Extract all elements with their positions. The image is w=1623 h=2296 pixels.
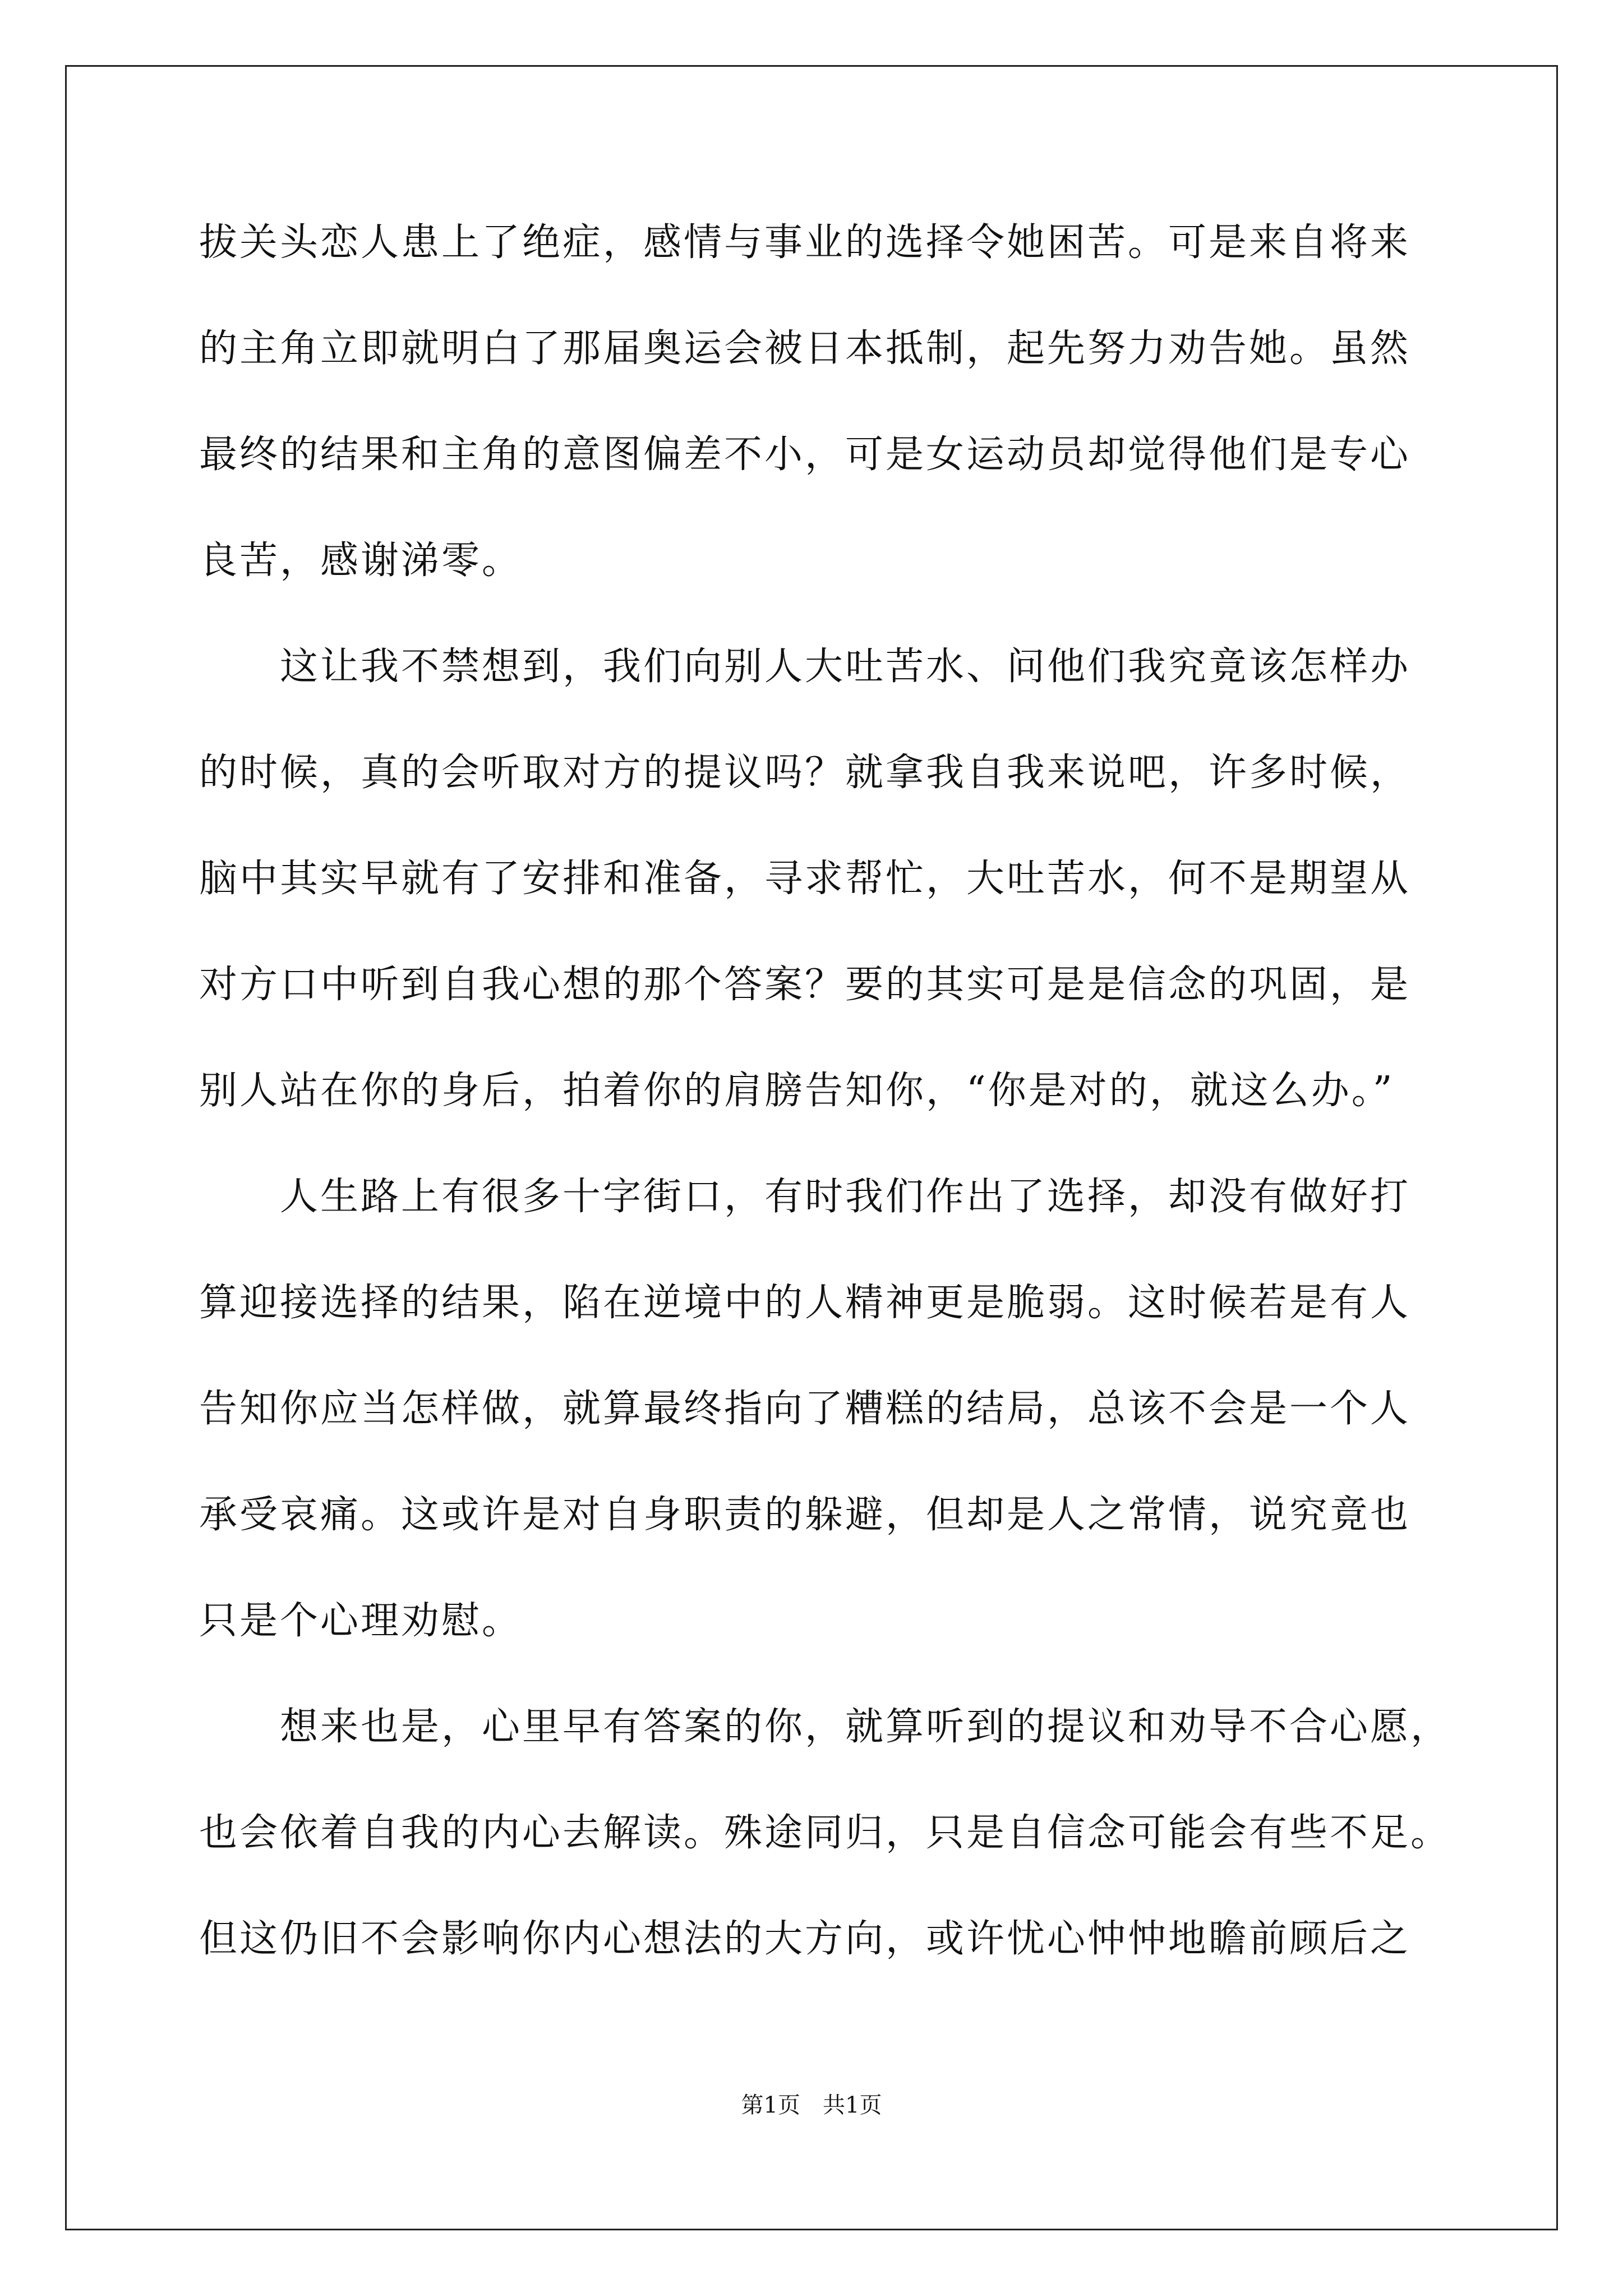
- text-line: 这让我不禁想到，我们向别人大吐苦水、问他们我究竟该怎样办: [199, 645, 1411, 689]
- text-line: 只是个心理劝慰。: [199, 1599, 523, 1643]
- text-line: 也会依着自我的内心去解读。殊途同归，只是自信念可能会有些不足。: [199, 1811, 1451, 1855]
- page-number: 第1页: [741, 2092, 800, 2118]
- text-line: 最终的结果和主角的意图偏差不小，可是女运动员却觉得他们是专心: [199, 432, 1411, 477]
- page-border: [65, 65, 1558, 2230]
- text-line: 想来也是，心里早有答案的你，就算听到的提议和劝导不合心愿，: [199, 1705, 1451, 1749]
- text-line: 承受哀痛。这或许是对自身职责的躲避，但却是人之常情，说究竟也: [199, 1493, 1411, 1537]
- text-line: 拔关头恋人患上了绝症，感情与事业的选择令她困苦。可是来自将来: [199, 220, 1411, 265]
- text-line: 的时候，真的会听取对方的提议吗？就拿我自我来说吧，许多时候，: [199, 751, 1411, 795]
- text-line: 脑中其实早就有了安排和准备，寻求帮忙，大吐苦水，何不是期望从: [199, 857, 1411, 901]
- text-line: 算迎接选择的结果，陷在逆境中的人精神更是脆弱。这时候若是有人: [199, 1281, 1411, 1325]
- page-footer: [0, 2091, 1623, 2119]
- text-line: 的主角立即就明白了那届奥运会被日本抵制，起先努力劝告她。虽然: [199, 326, 1411, 371]
- text-line: 别人站在你的身后，拍着你的肩膀告知你，“你是对的，就这么办。”: [199, 1069, 1395, 1113]
- page-total: 共1页: [823, 2092, 882, 2118]
- text-line: 良苦，感谢涕零。: [199, 539, 523, 583]
- text-line: 对方口中听到自我心想的那个答案？要的其实可是是信念的巩固，是: [199, 963, 1411, 1007]
- text-line: 告知你应当怎样做，就算最终指向了糟糕的结局，总该不会是一个人: [199, 1387, 1411, 1431]
- text-line: 人生路上有很多十字街口，有时我们作出了选择，却没有做好打: [199, 1175, 1411, 1219]
- text-line: 但这仍旧不会影响你内心想法的大方向，或许忧心忡忡地瞻前顾后之: [199, 1917, 1411, 1961]
